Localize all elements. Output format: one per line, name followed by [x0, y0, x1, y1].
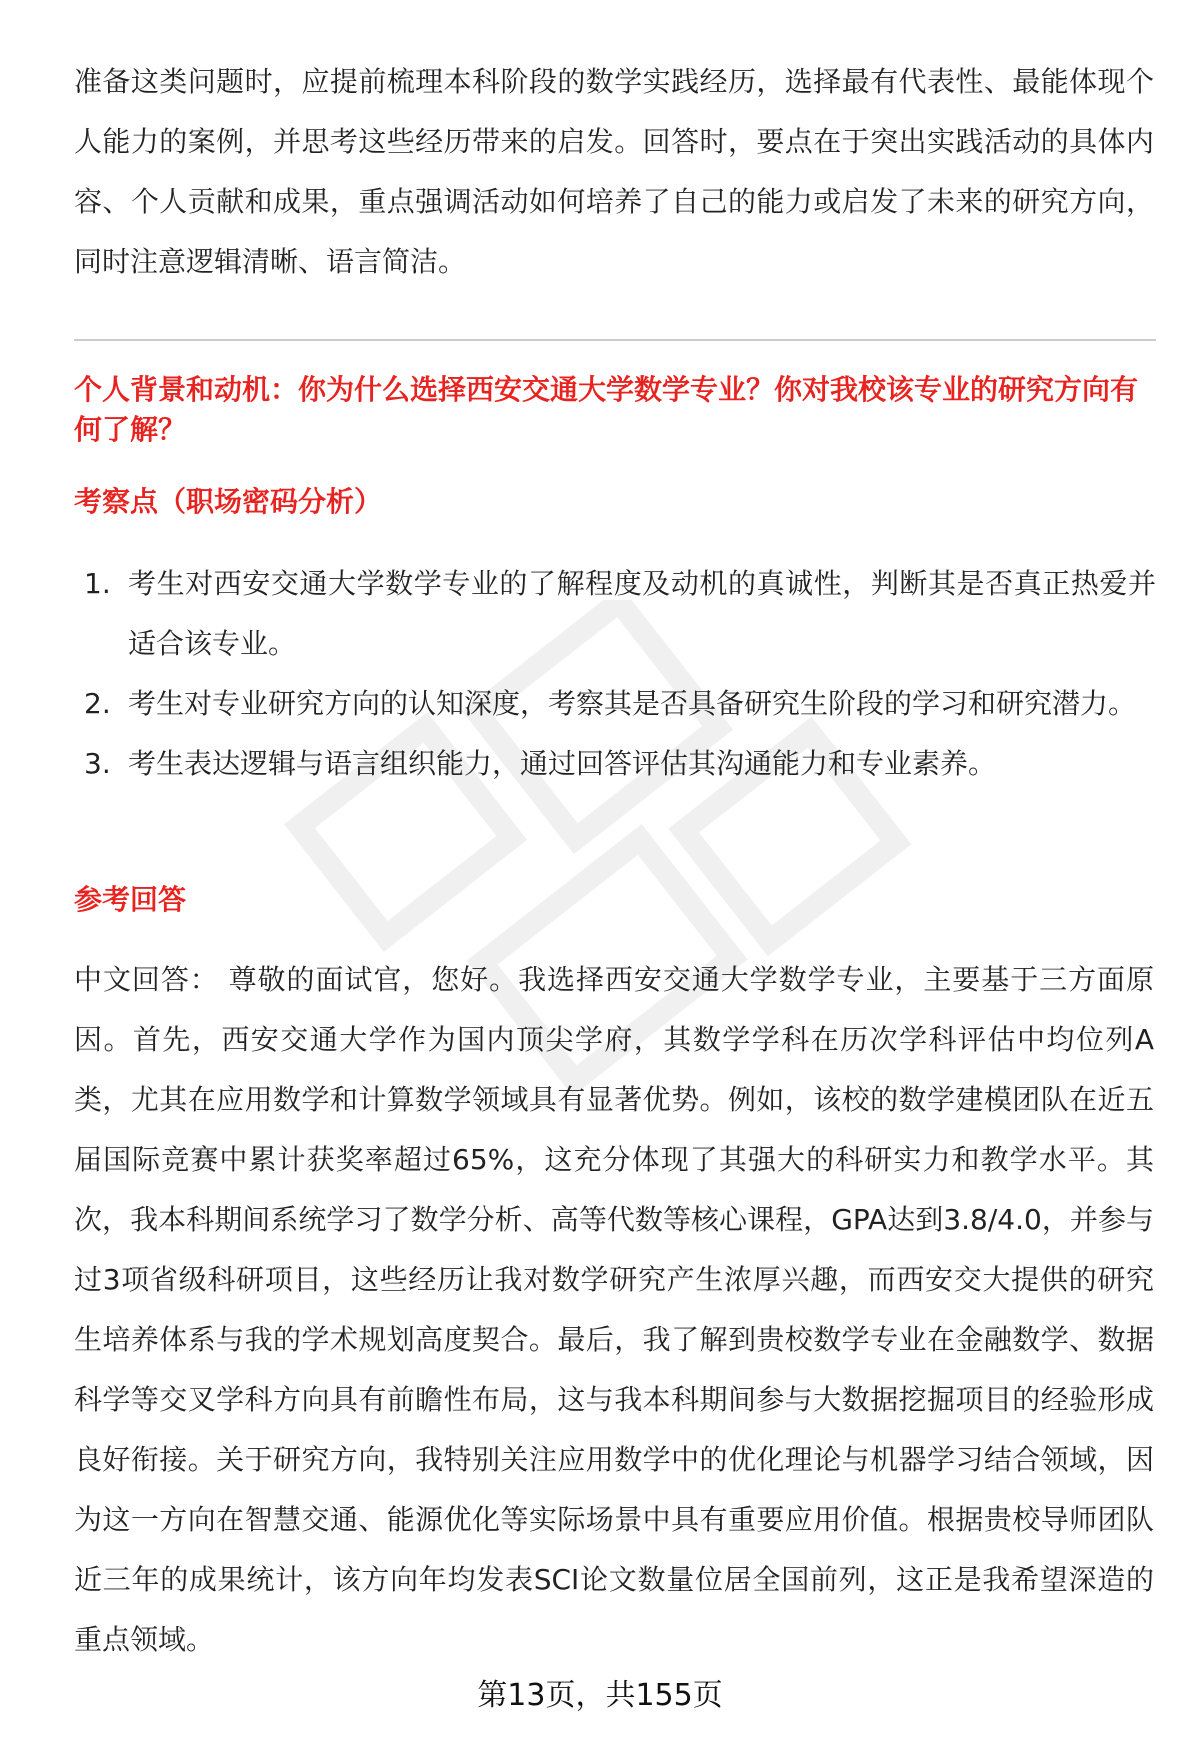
list-item-number: 3.: [84, 747, 111, 780]
list-item: [74, 734, 1156, 794]
answer-heading: 参考回答: [74, 883, 187, 916]
intro-paragraph: 准备这类问题时，应提前梳理本科阶段的数学实践经历，选择最有代表性、最能体现个人能力的案例，并思考这些经历带来的启发。回答时，要点在于突出实践活动的具体内容、个人贡献和成果，重点强调活动如何培养了自己的能力或启发了未来的研究方向，同时注意逻辑清晰、语言简洁。: [74, 65, 1154, 278]
list-item-text: 考生表达逻辑与语言组织能力，通过回答评估其沟通能力和专业素养。: [128, 747, 997, 780]
page-footer: 第13页，共155页: [477, 1678, 723, 1713]
list-item-number: 2.: [84, 687, 111, 720]
list-item-text: 考生对专业研究方向的认知深度，考察其是否具备研究生阶段的学习和研究潜力。: [128, 687, 1137, 720]
list-item-number: 1.: [84, 567, 111, 600]
points-heading: 考察点（职场密码分析）: [74, 485, 383, 518]
assessment-points-list: [74, 554, 1156, 794]
list-item-text: 考生对西安交通大学数学专业的了解程度及动机的真诚性，判断其是否真正热爱并适合该专业。: [128, 567, 1156, 660]
answer-paragraph: 中文回答： 尊敬的面试官，您好。我选择西安交通大学数学专业，主要基于三方面原因。首先，西安交通大学作为国内顶尖学府，其数学学科在历次学科评估中均位列A类，尤其在应用数学和计算数学领域具有显著优势。例如，该校的数学建模团队在近五届国际竞赛中累计获奖率超过65%，这充分体现了其强大的科研实力和教学水平。其次，我本科期间系统学习了数学分析、高等代数等核心课程，GPA达到3.8/4.0，并参与过3项省级科研项目，这些经历让我对数学研究产生浓厚兴趣，而西安交大提供的研究生培养体系与我的学术规划高度契合。最后，我了解到贵校数学专业在金融数学、数据科学等交叉学科方向具有前瞻性布局，这与我本科期间参与大数据挖掘项目的经验形成良好衔接。关于研究方向，我特别关注应用数学中的优化理论与机器学习结合领域，因为这一方向在智慧交通、能源优化等实际场景中具有重要应用价值。根据贵校导师团队近三年的成果统计，该方向年均发表SCI论文数量位居全国前列，这正是我希望深造的重点领域。: [74, 963, 1154, 1656]
section-divider: [74, 339, 1156, 341]
list-item: [74, 674, 1156, 734]
list-item: [74, 554, 1156, 674]
question-heading: 个人背景和动机：你为什么选择西安交通大学数学专业？你对我校该专业的研究方向有何了解？: [74, 373, 1139, 446]
